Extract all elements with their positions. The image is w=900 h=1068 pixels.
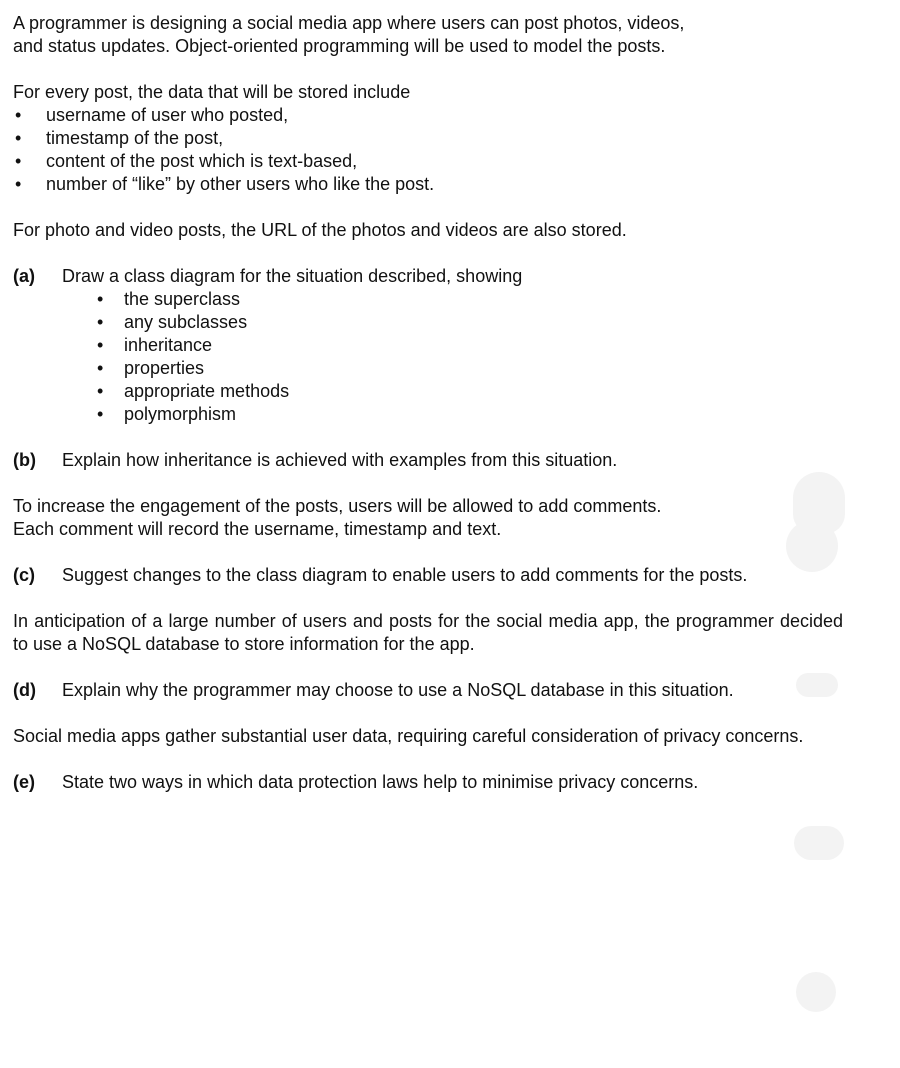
bullet-icon: • <box>15 105 22 125</box>
list-item: • any subclasses <box>97 312 248 332</box>
list-item: • number of “like” by other users who like the post. <box>15 174 435 194</box>
part-c-text: Suggest changes to the class diagram to enable users to add comments for the posts. <box>62 565 748 585</box>
part-a-text: Draw a class diagram for the situation described, showing <box>62 266 523 286</box>
part-c <box>13 564 843 587</box>
list-item: • the superclass <box>97 289 241 309</box>
part-c-label: (c) <box>13 565 35 585</box>
part-d <box>13 679 843 702</box>
bullet-icon: • <box>15 151 22 171</box>
data-stored-list <box>13 104 843 196</box>
bullet-icon: • <box>97 289 104 309</box>
list-item: • polymorphism <box>97 404 237 424</box>
bullet-icon: • <box>15 174 22 194</box>
part-a <box>13 265 843 288</box>
list-item: • timestamp of the post, <box>15 128 224 148</box>
privacy-intro: Social media apps gather substantial user data, requiring careful consideration of privacy concerns. <box>13 726 804 746</box>
photo-video-note: For photo and video posts, the URL of the photos and videos are also stored. <box>13 220 627 240</box>
part-d-text: Explain why the programmer may choose to use a NoSQL database in this situation. <box>62 680 734 700</box>
comments-intro-line-1: To increase the engagement of the posts, users will be allowed to add comments. <box>13 496 662 516</box>
list-item: • username of user who posted, <box>15 105 289 125</box>
part-e <box>13 771 843 794</box>
nosql-intro: In anticipation of a large number of users and posts for the social media app, the programmer decided to use a NoSQL database to store information for the app. <box>13 611 843 654</box>
intro-line-1: A programmer is designing a social media app where users can post photos, videos, <box>13 13 685 33</box>
scan-artifact <box>794 826 844 860</box>
part-b-text: Explain how inheritance is achieved with examples from this situation. <box>62 450 618 470</box>
comments-intro-line-2: Each comment will record the username, timestamp and text. <box>13 519 502 539</box>
list-item: • properties <box>97 358 205 378</box>
bullet-icon: • <box>97 381 104 401</box>
bullet-icon: • <box>97 404 104 424</box>
intro-line-2: and status updates. Object-oriented programming will be used to model the posts. <box>13 36 666 56</box>
question-page <box>13 12 843 794</box>
part-b <box>13 449 843 472</box>
bullet-icon: • <box>15 128 22 148</box>
bullet-icon: • <box>97 335 104 355</box>
list-item: • appropriate methods <box>97 381 290 401</box>
scan-artifact <box>796 673 838 697</box>
part-e-label: (e) <box>13 772 35 792</box>
part-d-label: (d) <box>13 680 36 700</box>
part-a-list <box>13 288 843 426</box>
part-b-label: (b) <box>13 450 36 470</box>
part-a-label: (a) <box>13 266 35 286</box>
bullet-icon: • <box>97 358 104 378</box>
data-stored-lead: For every post, the data that will be stored include <box>13 82 411 102</box>
scan-artifact <box>796 972 836 1012</box>
part-e-text: State two ways in which data protection laws help to minimise privacy concerns. <box>62 772 699 792</box>
scan-artifact <box>786 520 838 572</box>
list-item: • content of the post which is text-based, <box>15 151 358 171</box>
list-item: • inheritance <box>97 335 213 355</box>
bullet-icon: • <box>97 312 104 332</box>
